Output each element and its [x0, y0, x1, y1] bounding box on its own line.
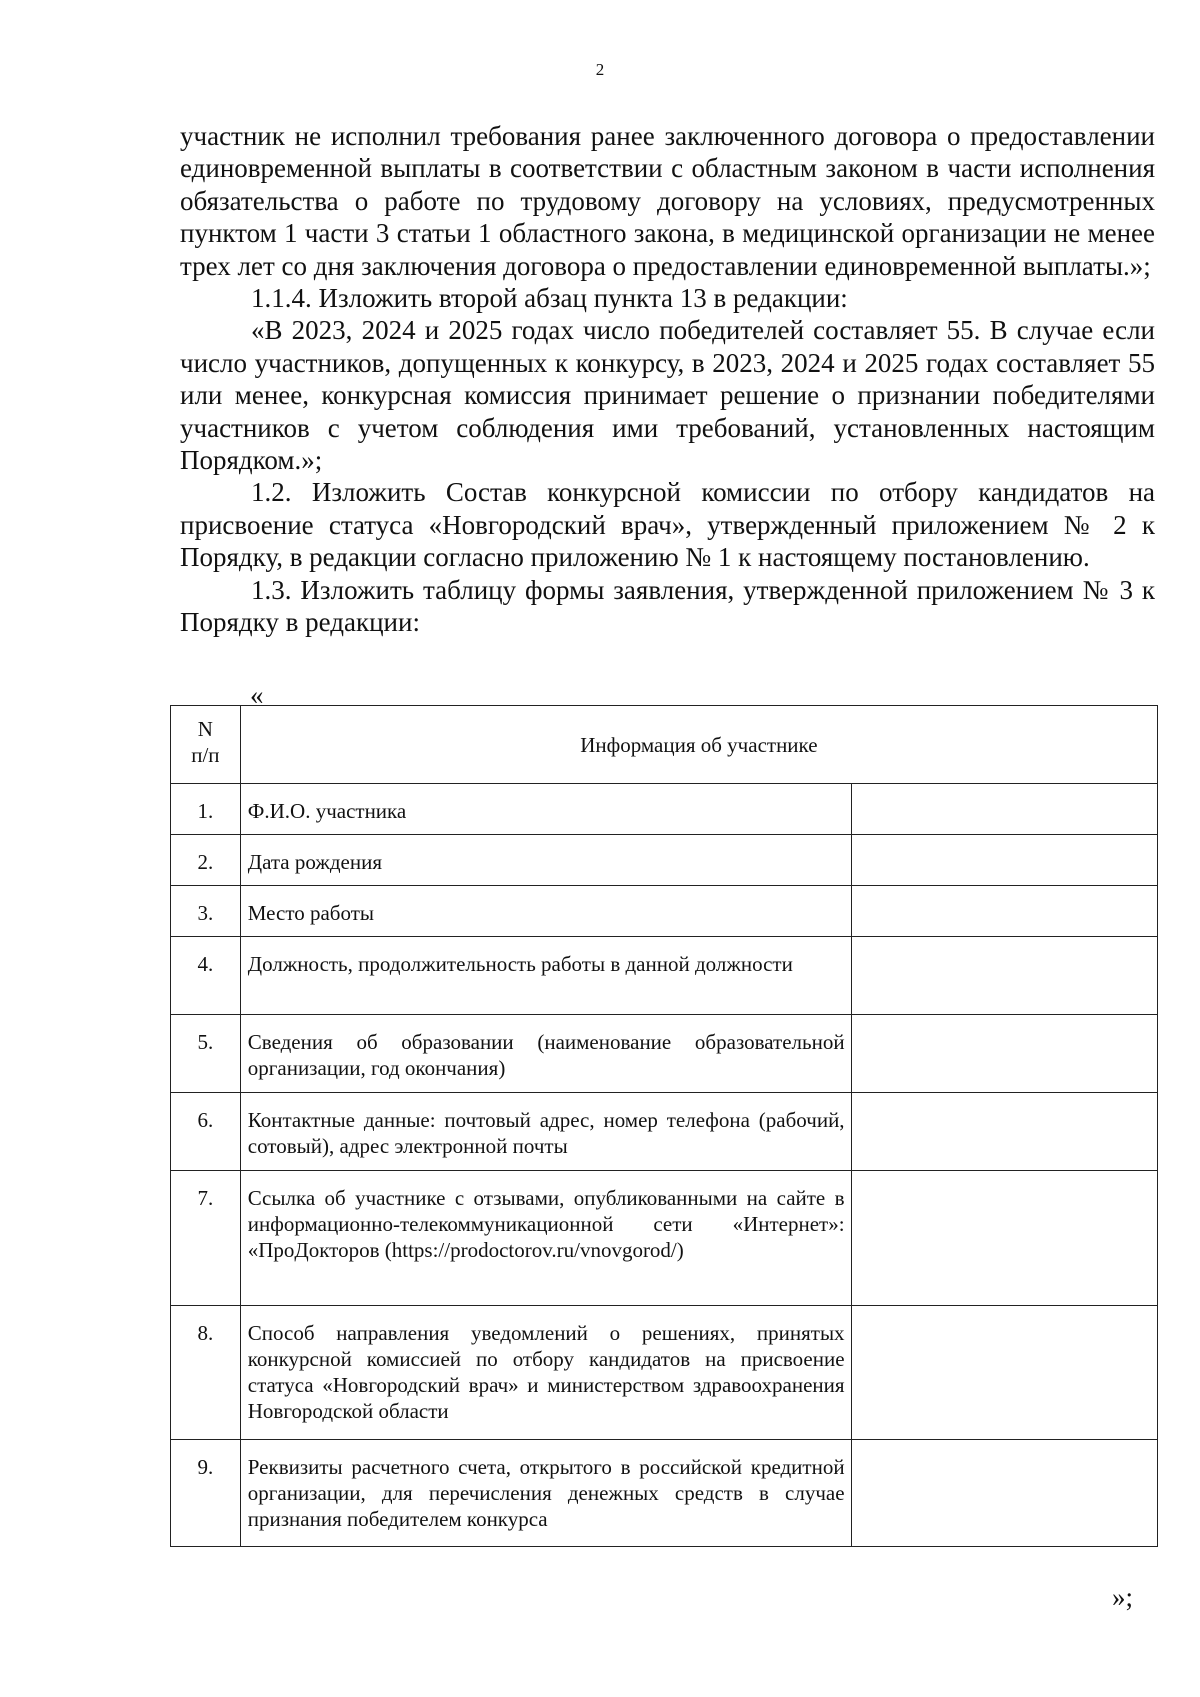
paragraph-1-1-4: 1.1.4. Изложить второй абзац пункта 13 в редакции:: [251, 283, 848, 314]
row-label: Дата рождения: [240, 835, 851, 886]
paragraph-1-2: 1.2. Изложить Состав конкурсной комиссии по отбору кандидатов на присвоение статуса «Новгородский врач», утвержденный приложением № 2 к Порядку, в редакции согласно приложению № 1 к настоящему постановлению.: [180, 477, 1155, 573]
row-label: Способ направления уведомлений о решениях, принятых конкурсной комиссией по отбору кандидатов на присвоение статуса «Новгородский врач» и министерством здравоохранения Новгородской области: [240, 1306, 851, 1440]
table-row: [171, 1171, 1158, 1306]
table-open-quote: «: [250, 680, 264, 710]
row-label: Контактные данные: почтовый адрес, номер телефона (рабочий, сотовый), адрес электронной почты: [240, 1093, 851, 1171]
row-value-cell[interactable]: [851, 784, 1157, 835]
row-value-cell[interactable]: [851, 1093, 1157, 1171]
header-number-abbr: п/п: [191, 743, 220, 767]
table-row: [171, 1093, 1158, 1171]
table-header-row: [171, 706, 1158, 784]
table-row: [171, 886, 1158, 937]
row-number: 6.: [171, 1093, 241, 1171]
row-value-cell[interactable]: [851, 937, 1157, 1015]
row-label: Сведения об образовании (наименование образовательной организации, год окончания): [240, 1015, 851, 1093]
row-value-cell[interactable]: [851, 1015, 1157, 1093]
table-row: [171, 1015, 1158, 1093]
row-label: Ф.И.О. участника: [240, 784, 851, 835]
table-row: [171, 1306, 1158, 1440]
row-label: Место работы: [240, 886, 851, 937]
row-number: 5.: [171, 1015, 241, 1093]
row-label: Должность, продолжительность работы в данной должности: [240, 937, 851, 1015]
table-row: [171, 835, 1158, 886]
row-number: 7.: [171, 1171, 241, 1306]
page-number: 2: [595, 60, 605, 79]
paragraph-quoted-amendment: «В 2023, 2024 и 2025 годах число победителей составляет 55. В случае если число участников, допущенных к конкурсу, в 2023, 2024 и 2025 годах составляет 55 или менее, конкурсная комиссия принимает решение о признании победителями участников с учетом соблюдения ими требований, установленных настоящим Порядком.»;: [180, 315, 1155, 476]
row-label: Реквизиты расчетного счета, открытого в российской кредитной организации, для перечисления денежных средств в случае признания победителем конкурса: [240, 1440, 851, 1547]
table-row: [171, 1440, 1158, 1547]
row-label: Ссылка об участнике с отзывами, опубликованными на сайте в информационно-телекоммуникационной сети «Интернет»: «ПроДокторов (https://prodoctorov.ru/vnovgorod/): [240, 1171, 851, 1306]
row-value-cell[interactable]: [851, 835, 1157, 886]
table-close-quote: »;: [1112, 1582, 1134, 1612]
row-value-cell[interactable]: [851, 1171, 1157, 1306]
row-number: 3.: [171, 886, 241, 937]
document-body: [180, 120, 1155, 639]
row-value-cell[interactable]: [851, 1306, 1157, 1440]
header-info-cell: Информация об участнике: [240, 706, 1157, 784]
row-number: 1.: [171, 784, 241, 835]
row-value-cell[interactable]: [851, 1440, 1157, 1547]
header-number-symbol: N: [197, 717, 213, 741]
row-number: 2.: [171, 835, 241, 886]
header-number-cell: [171, 706, 241, 784]
table-row: [171, 937, 1158, 1015]
table-row: [171, 784, 1158, 835]
paragraph-continuation: участник не исполнил требования ранее заключенного договора о предоставлении единовременной выплаты в соответствии с областным законом в части исполнения обязательства о работе по трудовому договору на условиях, предусмотренных пунктом 1 части 3 статьи 1 областного закона, в медицинской организации не менее трех лет со дня заключения договора о предоставлении единовременной выплаты.»;: [180, 121, 1155, 281]
paragraph-1-3: 1.3. Изложить таблицу формы заявления, утвержденной приложением № 3 к Порядку в редакции:: [180, 574, 1155, 638]
row-number: 8.: [171, 1306, 241, 1440]
participant-info-table: [170, 705, 1158, 1547]
row-number: 4.: [171, 937, 241, 1015]
row-value-cell[interactable]: [851, 886, 1157, 937]
row-number: 9.: [171, 1440, 241, 1547]
